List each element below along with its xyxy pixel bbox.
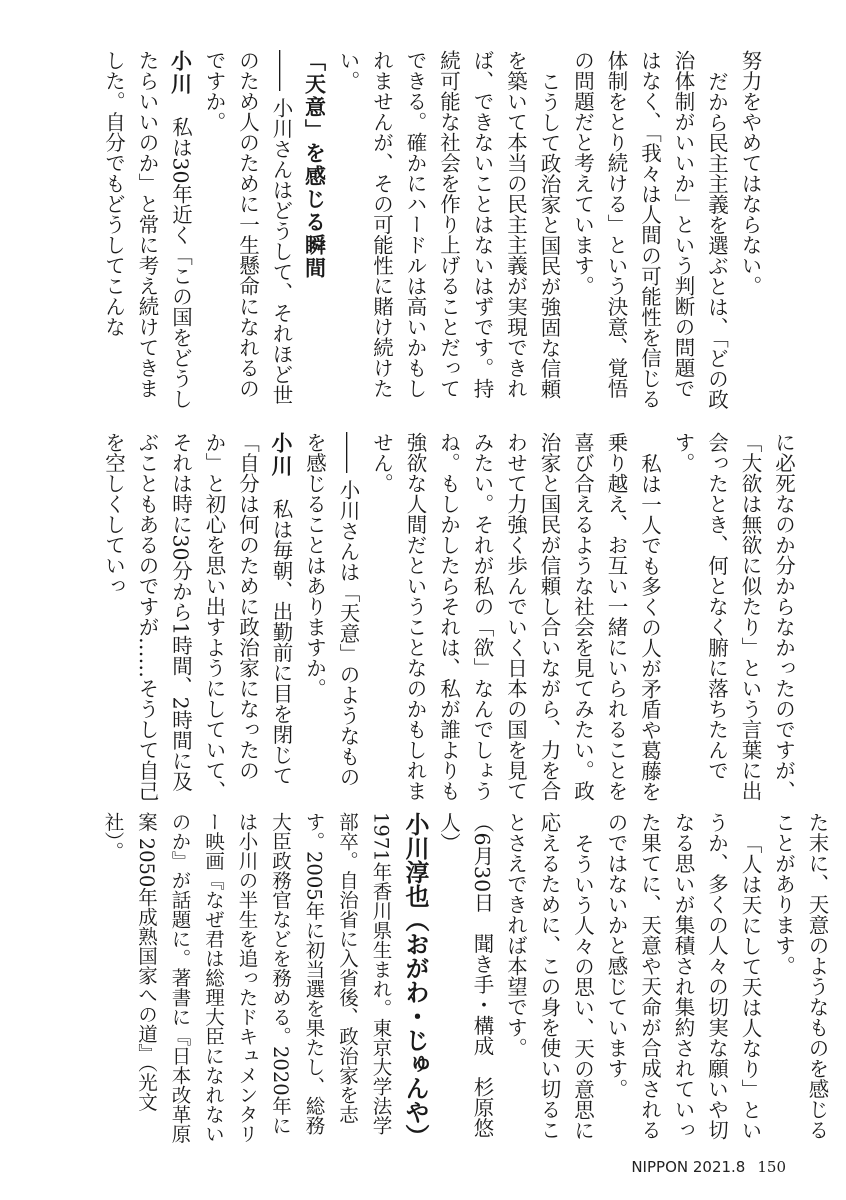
paragraph: こうして政治家と国民が強固な信頼を築いて本当の民主主義が実現できれば、できないことはないはずです。持続可能な社会を作り上げることだってできる。確かにハードルは高いかもしれませんが、その可能性に賭け続けたい。 (336, 50, 561, 399)
paragraph: 私は一人でも多くの人が矛盾や葛藤を乗り越え、お互い一緒にいられることを喜び合えるような社会を見てみたい。政治家と国民が信頼し合いながら、力を合わせて力強く歩んでいく日本の国を見てみたい。それが私の「欲」なんでしょうね。もしかしたらそれは、私が誰よりも強欲な人間だということなのかもしれません。 (369, 432, 662, 801)
answer (96, 50, 197, 410)
paragraph: だから民主主義を選ぶとは、「どの政治体制がいいか」という判断の問題ではなく、「我々は人間の可能性を信じる体制をとり続ける」という決意、覚悟の問題だと考えています。 (570, 50, 729, 409)
profile-text: 1971年香川県生まれ。東京大学法学部卒。自治省に入省後、政治家を志す。2005年に初当選を果たし、総務大臣政務官などを務める。2020年には小川の半生を追ったドキュメンタリー映画『なぜ君は総理大臣になれないのか』が話題に。著書に『日本改革原案 2050年成熟国家への道』（光文社）。 (101, 812, 393, 1144)
speaker-label: 小川 (168, 50, 193, 96)
text-tier-middle (96, 432, 800, 804)
paragraph: 「人は天にして天は人なり」というか、多くの人々の切実な願いや切なる思いが集積され集約されていった果てに、天意や天命が合成されるのではないかと感じています。 (604, 812, 762, 1140)
interview-note: （6月30日 聞き手・構成 杉原悠人） (436, 812, 494, 1139)
answer-text: 私は毎朝、出勤前に目を閉じて「自分は何のために政治家になったのか」と初心を思い出すようにしていて、それは時に30分から1時間、2時間に及ぶこともあるのですが……そうして自己を空しくしていっ (101, 432, 293, 801)
page-number: 150 (757, 1158, 786, 1176)
page-footer (631, 1158, 786, 1176)
text-tier-top (96, 50, 766, 410)
paragraph: そういう人々の思い、天の意思に応えるために、この身を使い切ることさえできれば本望です。 (503, 812, 595, 1140)
speaker-label: 小川 (269, 432, 293, 478)
answer-text: 私は30年近く「この国をどうしたらいいのか」と常に考え続けてきました。自分でもどうしてこんな (101, 50, 193, 410)
text-tier-bottom (96, 812, 833, 1152)
magazine-issue: NIPPON 2021.8 (631, 1158, 746, 1176)
question: ―― 小川さんはどうして、それほど世のため人のために一生懸命になれるのですか。 (202, 50, 293, 406)
paragraph: に必死なのか分からなかったのですが、「大欲は無欲に似たり」という言葉に出会ったとき、何となく腑に落ちたんです。 (671, 432, 796, 801)
paragraph: た末に、天意のようなものを感じることがあります。 (771, 812, 829, 1140)
profile-name: 小川淳也（おがわ・じゅんや） (401, 812, 429, 1148)
question: ―― 小川さんは「天意」のようなものを感じることはありますか。 (302, 432, 360, 788)
answer (96, 432, 297, 804)
section-heading: 「天意」を感じる瞬間 (302, 50, 327, 280)
paragraph: 努力をやめてはならない。 (738, 50, 762, 296)
